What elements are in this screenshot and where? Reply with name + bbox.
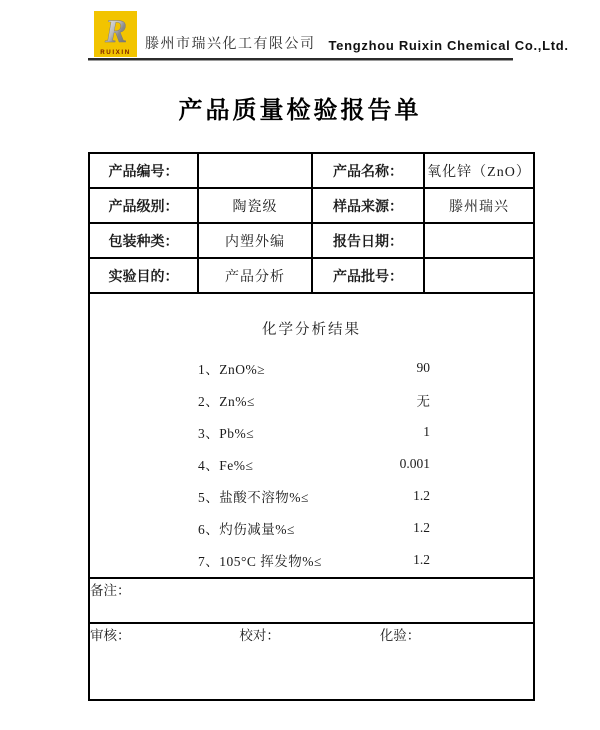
chem-item-value: 0.001 xyxy=(399,456,430,471)
remarks-cell: 备注： xyxy=(89,578,534,623)
report-date-label: 报告日期： xyxy=(312,223,424,258)
product-code-value xyxy=(198,153,312,188)
company-logo-icon xyxy=(94,11,137,57)
header-divider xyxy=(88,58,513,61)
chem-item-value: 1.2 xyxy=(413,488,430,503)
chem-item-value: 1 xyxy=(423,424,430,439)
chemical-analysis-list xyxy=(90,352,533,576)
header xyxy=(94,11,569,57)
product-grade-value: 陶瓷级 xyxy=(198,188,312,223)
chem-item xyxy=(90,544,533,576)
chem-item xyxy=(90,448,533,480)
chem-item-label: 5、盐酸不溶物%≤ xyxy=(198,490,309,505)
report-date-value xyxy=(424,223,534,258)
report-table xyxy=(88,152,535,701)
chem-item-value: 无 xyxy=(416,394,430,409)
chemical-analysis-title: 化学分析结果 xyxy=(262,322,361,338)
test-label: 化验： xyxy=(379,628,421,643)
logo-wordmark: RUIXIN xyxy=(100,49,131,56)
chem-item-label: 7、105°C 挥发物%≤ xyxy=(198,554,322,569)
proofread-label: 校对： xyxy=(239,628,280,643)
company-name-en: Tengzhou Ruixin Chemical Co.,Ltd. xyxy=(328,38,569,53)
product-name-label: 产品名称： xyxy=(312,153,424,188)
chem-item-value: 90 xyxy=(416,360,430,375)
row-packaging-date xyxy=(89,223,534,258)
product-name-value: 氧化锌（ZnO） xyxy=(424,153,534,188)
chem-item xyxy=(90,480,533,512)
chem-item xyxy=(90,352,533,384)
company-name-cn: 滕州市瑞兴化工有限公司 xyxy=(145,37,316,52)
review-label: 审核： xyxy=(90,628,131,643)
chem-item-label: 3、Pb%≤ xyxy=(198,426,255,441)
chem-item-value: 1.2 xyxy=(413,520,430,535)
packaging-type-label: 包装种类： xyxy=(89,223,198,258)
batch-number-label: 产品批号： xyxy=(312,258,424,293)
product-grade-label: 产品级别： xyxy=(89,188,198,223)
chem-item-label: 6、灼伤减量%≤ xyxy=(198,522,295,537)
chem-item-label: 1、ZnO%≥ xyxy=(198,362,266,377)
chem-item xyxy=(90,512,533,544)
report-title: 产品质量检验报告单 xyxy=(178,97,422,124)
row-grade-source xyxy=(89,188,534,223)
sample-source-label: 样品来源： xyxy=(312,188,424,223)
chemical-analysis-section xyxy=(89,293,534,578)
chem-item xyxy=(90,416,533,448)
chem-item-label: 2、Zn%≤ xyxy=(198,394,255,409)
product-code-label: 产品编号： xyxy=(89,153,198,188)
logo-monogram: R xyxy=(104,14,128,50)
row-chemical-analysis xyxy=(89,293,534,578)
row-product-code-name xyxy=(89,153,534,188)
row-purpose-batch xyxy=(89,258,534,293)
batch-number-value xyxy=(424,258,534,293)
chem-item-value: 1.2 xyxy=(413,552,430,567)
test-purpose-value: 产品分析 xyxy=(198,258,312,293)
packaging-type-value: 内塑外编 xyxy=(198,223,312,258)
sample-source-value: 滕州瑞兴 xyxy=(424,188,534,223)
row-signatures xyxy=(89,623,534,700)
chem-item xyxy=(90,384,533,416)
chem-item-label: 4、Fe%≤ xyxy=(198,458,254,473)
test-purpose-label: 实验目的： xyxy=(89,258,198,293)
signature-cell xyxy=(89,623,534,700)
row-remarks xyxy=(89,578,534,623)
